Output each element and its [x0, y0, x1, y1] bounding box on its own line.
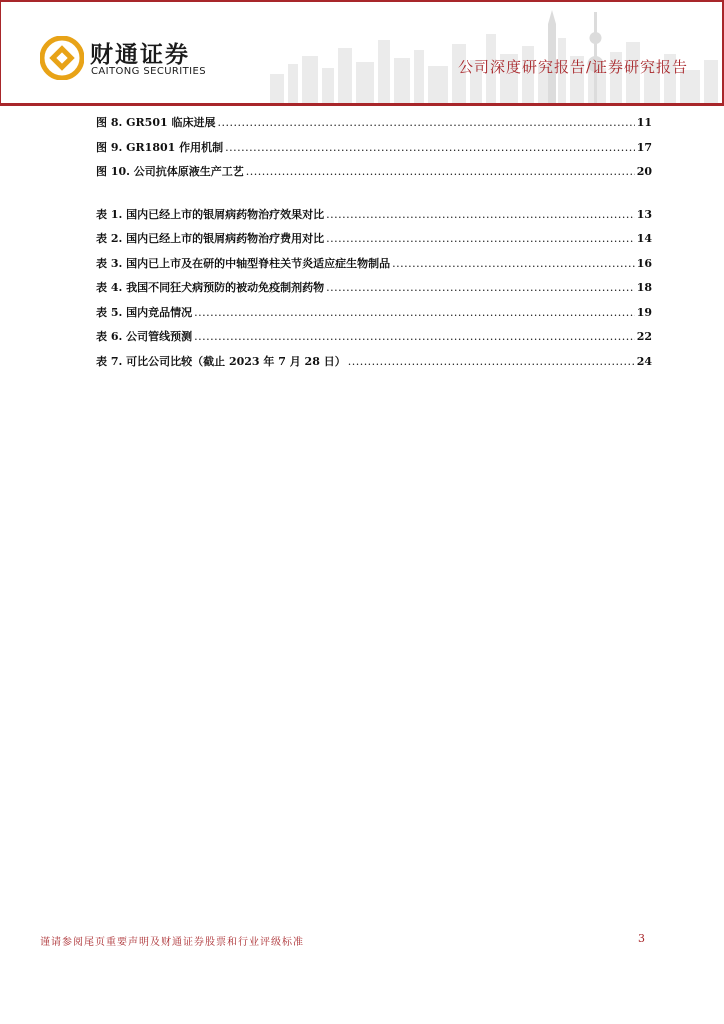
toc-entry-table-1[interactable] [96, 206, 652, 231]
toc-entry-figure-8[interactable] [96, 114, 652, 139]
footer-disclaimer: 谨请参阅尾页重要声明及财通证券股票和行业评级标准 [40, 937, 304, 948]
toc-entry-table-3[interactable] [96, 255, 652, 280]
toc-entry-table-2[interactable] [96, 230, 652, 255]
toc-entry-page: 19 [636, 305, 652, 319]
toc-entry-label: 表 4. 我国不同狂犬病预防的被动免疫制剂药物 [96, 281, 325, 294]
toc-entry-label: 表 3. 国内已上市及在研的中轴型脊柱关节炎适应症生物制品 [96, 256, 391, 270]
toc-entry-table-7[interactable] [96, 353, 652, 378]
page-number: 3 [638, 932, 645, 945]
toc-entry-page: 14 [636, 232, 652, 245]
dot-leader [326, 281, 635, 294]
toc-entry-label: 图 8. GR501 临床进展 [96, 116, 216, 129]
toc-entry-label: 表 2. 国内已经上市的银屑病药物治疗费用对比 [96, 232, 325, 245]
toc-entry-page: 16 [636, 256, 652, 270]
dot-leader [225, 141, 635, 154]
dot-leader [194, 330, 635, 343]
toc-entry-label: 表 1. 国内已经上市的银屑病药物治疗效果对比 [96, 207, 325, 221]
toc-entry-label: 表 5. 国内竞品情况 [96, 305, 193, 319]
section-spacer [96, 188, 652, 206]
toc-entry-label: 表 6. 公司管线预测 [96, 330, 193, 343]
toc-entry-table-4[interactable] [96, 279, 652, 304]
caitong-logo-icon [40, 36, 84, 80]
toc-entry-page: 18 [636, 281, 652, 294]
logo-english-name: CAITONG SECURITIES [91, 66, 206, 77]
dot-leader [194, 306, 635, 319]
report-type-title: 公司深度研究报告/证券研究报告 [457, 58, 688, 76]
dot-leader [217, 116, 634, 129]
dot-leader [348, 355, 635, 368]
toc-entry-figure-10[interactable] [96, 163, 652, 188]
toc-entry-label: 图 9. GR1801 作用机制 [96, 140, 224, 154]
toc-entry-label: 图 10. 公司抗体原液生产工艺 [96, 165, 244, 178]
toc-entry-figure-9[interactable] [96, 139, 652, 164]
toc-entry-page: 22 [636, 330, 652, 343]
toc-entry-page: 13 [636, 207, 652, 221]
dot-leader [392, 257, 635, 270]
toc-entry-page: 11 [636, 116, 652, 129]
dot-leader [326, 232, 635, 245]
toc-entry-label: 表 7. 可比公司比较（截止 2023 年 7 月 28 日） [96, 354, 346, 368]
toc-entry-table-6[interactable] [96, 328, 652, 353]
page-header [0, 0, 724, 106]
toc-entry-page: 24 [636, 354, 652, 368]
toc-entry-table-5[interactable] [96, 304, 652, 329]
toc-entry-page: 20 [636, 165, 652, 178]
logo-chinese-name: 财通证券 [90, 42, 190, 68]
toc-entry-page: 17 [636, 140, 652, 154]
dot-leader [246, 165, 635, 178]
table-of-contents [96, 114, 652, 377]
dot-leader [326, 208, 635, 221]
header-divider [0, 103, 724, 106]
